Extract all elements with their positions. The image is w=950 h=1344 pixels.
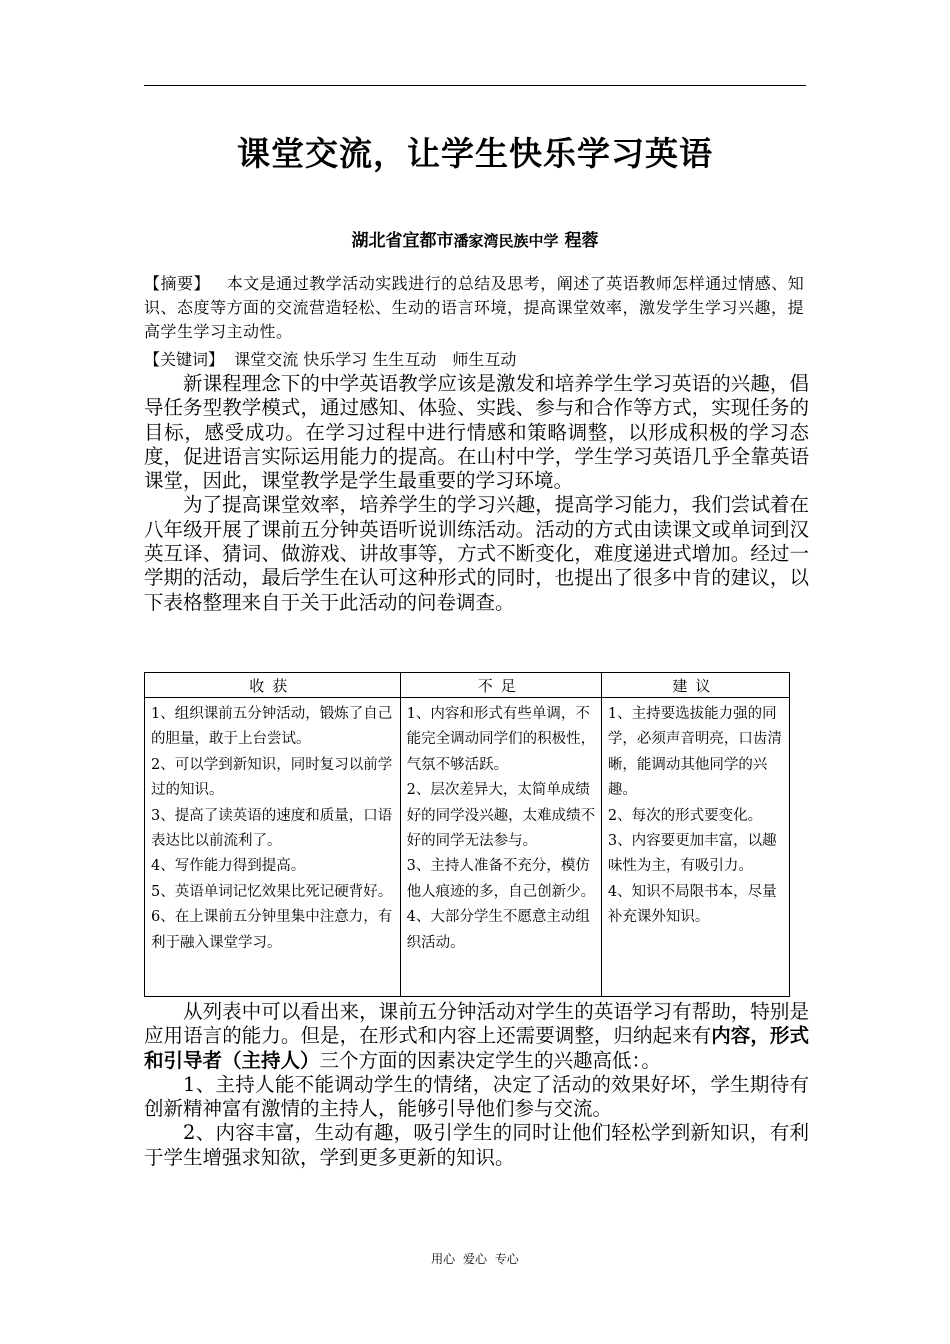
header-rule <box>144 85 806 86</box>
paragraph-2: 为了提高课堂效率，培养学生的学习兴趣，提高学习能力，我们尝试着在八年级开展了课前五分钟英语听说训练活动。活动的方式由读课文或单词到汉英互译、猜词、做游戏、讲故事等，方式不断变化，难度递进式增加。经过一学期的活动，最后学生在认可这种形式的同时，也提出了很多中肯的建议，以下表格整理来自于关于此活动的问卷调查。 <box>144 493 809 614</box>
author-line <box>0 226 950 251</box>
suggestion-item: 1、主持要选拔能力强的同学，必须声音明亮，口齿清晰，能调动其他同学的兴趣。 <box>607 706 782 799</box>
intro-paragraphs <box>144 372 809 615</box>
abstract <box>144 272 809 344</box>
header-gains: 收获 <box>145 673 401 698</box>
paragraph-1: 新课程理念下的中学英语教学应该是激发和培养学生学习英语的兴趣，倡导任务型教学模式，通过感知、体验、实践、参与和合作等方式，实现任务的目标，感受成功。在学习过程中进行情感和策略调整，以形成积极的学习态度，促进语言实际运用能力的提高。在山村中学，学生学习英语几乎全靠英语课堂，因此，课堂教学是学生最重要的学习环境。 <box>144 372 809 493</box>
table-row <box>145 698 790 997</box>
page-footer: 用心 爱心 专心 <box>431 1252 519 1266</box>
gain-item: 2、可以学到新知识，同时复习以前学过的知识。 <box>151 756 393 799</box>
paragraph-3-tail: 三个方面的因素决定学生的兴趣高低：。 <box>319 1048 661 1072</box>
survey-table <box>144 672 790 997</box>
gains-cell <box>145 698 401 997</box>
gain-item: 1、组织课前五分钟活动，锻炼了自己的胆量，敢于上台尝试。 <box>151 706 393 748</box>
abstract-text: 本文是通过教学活动实践进行的总结及思考，阐述了英语教师怎样通过情感、知识、态度等方面的交流营造轻松、生动的语言环境，提高课堂效率，激发学生学习兴趣，提高学生学习主动性。 <box>144 274 805 341</box>
suggestion-item: 4、知识不局限书本，尽量补充课外知识。 <box>607 883 777 926</box>
suggestion-item: 2、每次的形式要变化。 <box>607 807 763 824</box>
paragraph-4: 1、主持人能不能调动学生的情绪，决定了活动的效果好坏，学生期待有创新精神富有激情的主持人，能够引导他们参与交流。 <box>144 1072 809 1121</box>
paragraph-3 <box>144 1000 809 1073</box>
keywords-label: 【关键词】 <box>144 350 225 369</box>
header-shortcomings: 不足 <box>400 673 601 698</box>
page-title: 课堂交流，让学生快乐学习英语 <box>237 134 713 173</box>
gain-item: 5、英语单词记忆效果比死记硬背好。 <box>151 883 393 900</box>
paragraph-3-bold: 内容，形式和引导者（主持人） <box>144 1024 809 1072</box>
shortcoming-item: 4、大部分学生不愿意主动组织活动。 <box>406 909 590 951</box>
abstract-label: 【摘要】 <box>144 274 211 293</box>
header-suggestions: 建议 <box>601 673 789 698</box>
author-region: 湖北省宜都市 <box>351 231 454 251</box>
gain-item: 4、写作能力得到提高。 <box>151 858 306 875</box>
suggestions-cell <box>601 698 789 997</box>
gain-item: 6、在上课前五分钟里集中注意力，有利于融入课堂学习。 <box>151 909 393 951</box>
shortcoming-item: 3、主持人准备不充分，模仿他人痕迹的多，自己创新少。 <box>406 858 596 900</box>
shortcoming-item: 2、层次差异大，太简单成绩好的同学没兴趣，太难成绩不好的同学无法参与。 <box>406 782 596 850</box>
table-header-row <box>145 673 790 698</box>
shortcomings-cell <box>400 698 601 997</box>
suggestion-item: 3、内容要更加丰富，以趣味性为主，有吸引力。 <box>607 833 777 875</box>
keywords-text: 课堂交流 快乐学习 生生互动 师生互动 <box>234 350 517 369</box>
keywords <box>144 348 809 372</box>
shortcoming-item: 1、内容和形式有些单调，不能完全调动同学们的积极性，气氛不够活跃。 <box>406 706 596 773</box>
conclusion-paragraphs <box>144 1000 809 1170</box>
paragraph-3-text: 从列表中可以看出来，课前五分钟活动对学生的英语学习有帮助，特别是应用语言的能力。但是，在形式和内容上还需要调整，归纳起来有 <box>144 1000 809 1048</box>
author-name: 程蓉 <box>564 231 599 251</box>
author-school: 潘家湾民族中学 <box>453 232 559 250</box>
gain-item: 3、提高了读英语的速度和质量，口语表达比以前流利了。 <box>151 807 393 850</box>
paragraph-5: 2、内容丰富，生动有趣，吸引学生的同时让他们轻松学到新知识，有利于学生增强求知欲，学到更多更新的知识。 <box>144 1121 809 1169</box>
